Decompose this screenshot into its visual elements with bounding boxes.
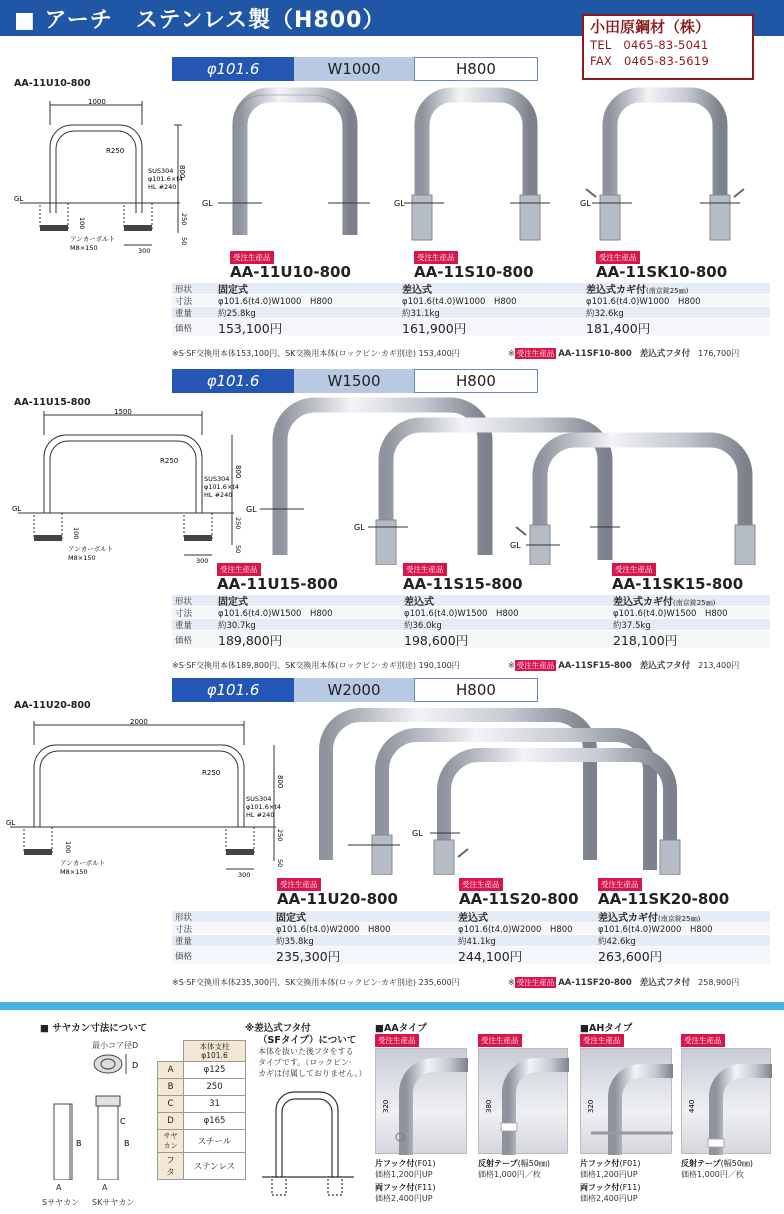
note-1: ※S·SF交換用本体153,100円、SK交換用本体(ロックピン·カギ別途) 153,400円 [172,349,460,358]
width-dim-3: 2000 [130,718,148,726]
price-1a: 153,100円 [218,320,283,336]
shape-3a: 固定式 [276,913,306,924]
anchor-size-3: M8×150 [60,868,88,876]
gl-photo-3: GL [412,829,423,838]
r250-label-2: R250 [160,457,179,465]
c-dim: C [120,1117,126,1126]
row-shape-label: 形状 [175,912,193,923]
row-value: 250 [184,1079,246,1096]
d50-label-1: 50 [180,237,188,246]
aa-made-to-order-2: 受注生産品 [478,1034,522,1047]
ah-hook1-price: 価格1,200円UP [580,1170,638,1179]
product-name-2c: AA-11SK15-800 [612,575,744,593]
price-3c: 263,600円 [598,948,663,964]
spec-width: W1000 [294,57,414,81]
weight-3a: 約35.8kg [276,936,314,947]
size-3b: φ101.6(t4.0)W2000 H800 [458,924,573,935]
size-1a: φ101.6(t4.0)W1000 H800 [218,296,333,307]
material-3c: HL #240 [246,811,275,819]
material-2a: SUS304 [204,475,230,483]
gl-label-1: GL [14,195,24,203]
anchor-size-1: M8×150 [70,244,98,252]
row-key: フ タ [158,1153,184,1180]
spec-bar-3 [172,678,538,702]
gl-label-3: GL [6,819,16,827]
size-3a: φ101.6(t4.0)W2000 H800 [276,924,391,935]
d50-label-2: 50 [234,545,242,554]
technical-drawing-3 [6,715,296,880]
sayakan-drawing [40,1050,160,1180]
d250-label-1: 250 [180,213,188,226]
aa-tape-photo [478,1048,568,1154]
size-1b: φ101.6(t4.0)W1000 H800 [402,296,517,307]
aa-dim-1: 320 [382,1099,390,1113]
d-dim: D [132,1061,139,1070]
shape-1c: 差込式カギ付(南京錠25㎜) [586,285,689,296]
row-value: ステンレス [184,1153,246,1180]
material-2b: φ101.6×t4 [204,483,240,491]
product-name-3b: AA-11S20-800 [459,890,579,908]
gl-photo-1a: GL [202,199,213,208]
made-to-order-3a: 受注生産品 [277,878,321,891]
row-value: 31 [184,1096,246,1113]
gl-photo-1b: GL [394,199,405,208]
aa-tape: 反射テープ(幅50㎜) [478,1159,551,1168]
material-1a: SUS304 [148,167,174,175]
spec-table-3 [172,911,770,965]
width-dim-1: 1000 [88,98,106,106]
d50-label-3: 50 [276,859,284,868]
company-tel: TEL 0465-83-5041 [590,38,709,52]
product-name-2b: AA-11S15-800 [403,575,523,593]
sayakan-table [157,1040,246,1180]
size-1c: φ101.6(t4.0)W1000 H800 [586,296,701,307]
weight-2b: 約36.0kg [404,620,442,631]
row-size-label: 寸法 [175,608,193,619]
weight-1a: 約25.8kg [218,308,256,319]
h800-label-1: 800 [178,165,186,179]
aa-hook2: 両フック付(F11) [375,1183,436,1192]
aa-hook1: 片フック付(F01) [375,1159,436,1168]
material-3b: φ101.6×t4 [246,803,282,811]
made-to-order-2a: 受注生産品 [217,563,261,576]
ah-made-to-order-1: 受注生産品 [580,1034,624,1047]
ah-dim-1: 320 [587,1099,595,1113]
shape-3c: 差込式カギ付(南京錠25㎜) [598,913,701,924]
a-dim-sk: A [102,1183,108,1192]
product-name-3a: AA-11U20-800 [277,890,398,908]
weight-3c: 約42.6kg [598,936,636,947]
spec-height: H800 [414,57,538,81]
product-photos-2 [240,395,780,565]
d300-label-1: 300 [138,247,151,255]
b-dim-sk: B [124,1139,130,1148]
ah-hook2: 両フック付(F11) [580,1183,641,1192]
anchor-size-2: M8×150 [68,554,96,562]
made-to-order-1a: 受注生産品 [230,251,274,264]
spec-bar-2 [172,369,538,393]
aa-hook1-price: 価格1,200円UP [375,1170,433,1179]
spec-bar-1 [172,57,538,81]
note-2: ※S·SF交換用本体189,800円、SK交換用本体(ロックピン·カギ別途) 190,100円 [172,661,460,670]
s-sayakan-label: Sサヤカン [42,1198,80,1207]
price-2c: 218,100円 [613,632,678,648]
gl-photo-1c: GL [580,199,591,208]
material-1c: HL #240 [148,183,177,191]
sf-note-1: ※ 受注生産品 AA-11SF10-800 差込式フタ付 176,700円 [508,349,740,359]
row-price-label: 価格 [175,635,193,646]
price-1b: 161,900円 [402,320,467,336]
shape-2b: 差込式 [404,597,434,608]
size-2c: φ101.6(t4.0)W1500 H800 [613,608,728,619]
product-photos-3 [300,705,780,875]
product-name-1a: AA-11U10-800 [230,263,351,281]
made-to-order-1b: 受注生産品 [414,251,458,264]
product-sk10-photo [580,95,744,240]
weight-2c: 約37.5kg [613,620,651,631]
h800-label-2: 800 [234,465,242,479]
sf-desc-2: タイプです。（ロックピン· [258,1058,352,1067]
sk-sayakan-label: SKサヤカン [92,1198,135,1207]
ah-tape-price: 価格1,000円／枚 [681,1170,744,1179]
spec-diameter: φ101.6 [172,678,294,702]
price-2b: 198,600円 [404,632,469,648]
shape-2c: 差込式カギ付(南京錠25㎜) [613,597,716,608]
d300-label-3: 300 [238,871,251,879]
size-3c: φ101.6(t4.0)W2000 H800 [598,924,713,935]
shape-1b: 差込式 [402,285,432,296]
shape-1a: 固定式 [218,285,248,296]
product-name-3c: AA-11SK20-800 [598,890,730,908]
row-weight-label: 重量 [175,936,193,947]
spec-width: W2000 [294,678,414,702]
row-value: スチール [184,1130,246,1153]
technical-drawing-2 [10,405,250,565]
row-key: サヤカン [158,1130,184,1153]
product-photos-1 [200,85,780,250]
row-size-label: 寸法 [175,924,193,935]
weight-1c: 約32.6kg [586,308,624,319]
row-key: D [158,1113,184,1130]
material-1b: φ101.6×t4 [148,175,184,183]
price-2a: 189,800円 [218,632,283,648]
made-to-order-2b: 受注生産品 [403,563,447,576]
width-dim-2: 1500 [114,408,132,416]
price-3a: 235,300円 [276,948,341,964]
row-value: φ125 [184,1062,246,1079]
material-2c: HL #240 [204,491,233,499]
anchor-label-2: アンカーボルト [68,545,114,553]
row-key: A [158,1062,184,1079]
row-value: φ165 [184,1113,246,1130]
gl-photo-2b: GL [354,523,365,532]
spec-height: H800 [414,678,538,702]
spec-height: H800 [414,369,538,393]
gl-photo-2a: GL [246,505,257,514]
made-to-order-1c: 受注生産品 [596,251,640,264]
made-to-order-3b: 受注生産品 [459,878,503,891]
note-3: ※S·SF交換用本体235,300円、SK交換用本体(ロックピン·カギ別途) 235,600円 [172,978,460,987]
aa-hook2-price: 価格2,400円UP [375,1194,433,1203]
row-price-label: 価格 [175,951,193,962]
weight-3b: 約41.1kg [458,936,496,947]
r250-label-1: R250 [106,147,125,155]
d100-label-1: 100 [78,217,86,230]
spec-diameter: φ101.6 [172,369,294,393]
ah-tape: 反射テープ(幅50㎜) [681,1159,754,1168]
aa-dim-2: 380 [485,1099,493,1113]
d100-label-3: 100 [64,841,72,854]
row-weight-label: 重量 [175,620,193,631]
shape-2a: 固定式 [218,597,248,608]
row-key: C [158,1096,184,1113]
price-3b: 244,100円 [458,948,523,964]
ah-title: ■AHタイプ [580,1023,633,1034]
bottom-divider [0,1002,784,1010]
company-box [582,14,754,80]
page-title: ■ アーチ ステンレス製（H800） [14,8,386,33]
made-to-order-3c: 受注生産品 [598,878,642,891]
a-dim-s: A [56,1183,62,1192]
d250-label-2: 250 [234,517,242,530]
sf-desc-1: 本体を抜いた後フタをする [258,1047,354,1056]
weight-1b: 約31.1kg [402,308,440,319]
ah-made-to-order-2: 受注生産品 [681,1034,725,1047]
sf-title-1: ※差込式フタ付 [245,1023,311,1034]
spec-table-1 [172,283,770,337]
material-3a: SUS304 [246,795,272,803]
made-to-order-2c: 受注生産品 [612,563,656,576]
h800-label-3: 800 [276,775,284,789]
weight-2a: 約30.7kg [218,620,256,631]
r250-label-3: R250 [202,769,221,777]
row-shape-label: 形状 [175,596,193,607]
gl-label-2: GL [12,505,22,513]
min-core-label: 最小コア径D [92,1041,139,1050]
aa-made-to-order-1: 受注生産品 [375,1034,419,1047]
product-name-1c: AA-11SK10-800 [596,263,728,281]
ah-tape-photo [681,1048,771,1154]
size-2b: φ101.6(t4.0)W1500 H800 [404,608,519,619]
gl-photo-2c: GL [510,541,521,550]
d300-label-2: 300 [196,557,209,565]
aa-hook-photo [375,1048,467,1154]
ah-hook2-price: 価格2,400円UP [580,1194,638,1203]
technical-drawing-1 [10,95,200,255]
row-shape-label: 形状 [175,284,193,295]
ah-dim-2: 440 [688,1099,696,1113]
row-weight-label: 重量 [175,308,193,319]
aa-title: ■AAタイプ [375,1023,427,1034]
shape-3b: 差込式 [458,913,488,924]
product-u10-photo [202,95,370,235]
sf-desc-3: カギは付属しておりません。） [258,1069,367,1078]
spec-width: W1500 [294,369,414,393]
row-price-label: 価格 [175,323,193,334]
price-1c: 181,400円 [586,320,651,336]
sf-note-2: ※ 受注生産品 AA-11SF15-800 差込式フタ付 213,400円 [508,661,740,671]
ah-hook1: 片フック付(F01) [580,1159,641,1168]
product-name-2a: AA-11U15-800 [217,575,338,593]
col-header: 本体支柱 φ101.6 [184,1041,246,1062]
anchor-label-3: アンカーボルト [60,859,106,867]
ah-hook-photo [580,1048,672,1154]
drawing-model-2: AA-11U15-800 [14,397,91,408]
d100-label-2: 100 [72,527,80,540]
d250-label-3: 250 [276,829,284,842]
product-s10-photo [394,95,550,240]
row-key: B [158,1079,184,1096]
company-fax: FAX 0465-83-5619 [590,54,710,68]
aa-tape-price: 価格1,000円／枚 [478,1170,541,1179]
company-name: 小田原鋼材（株） [590,18,711,36]
sf-title-2: （SFタイプ）について [258,1035,357,1046]
spec-diameter: φ101.6 [172,57,294,81]
anchor-label-1: アンカーボルト [70,235,116,243]
size-2a: φ101.6(t4.0)W1500 H800 [218,608,333,619]
spec-table-2 [172,595,770,649]
drawing-model-3: AA-11U20-800 [14,700,91,711]
b-dim-s: B [76,1139,82,1148]
sf-drawing [258,1082,358,1202]
sayakan-title: ■ サヤカン寸法について [40,1023,148,1034]
sf-note-3: ※ 受注生産品 AA-11SF20-800 差込式フタ付 258,900円 [508,978,740,988]
drawing-model-1: AA-11U10-800 [14,78,91,89]
product-name-1b: AA-11S10-800 [414,263,534,281]
row-size-label: 寸法 [175,296,193,307]
